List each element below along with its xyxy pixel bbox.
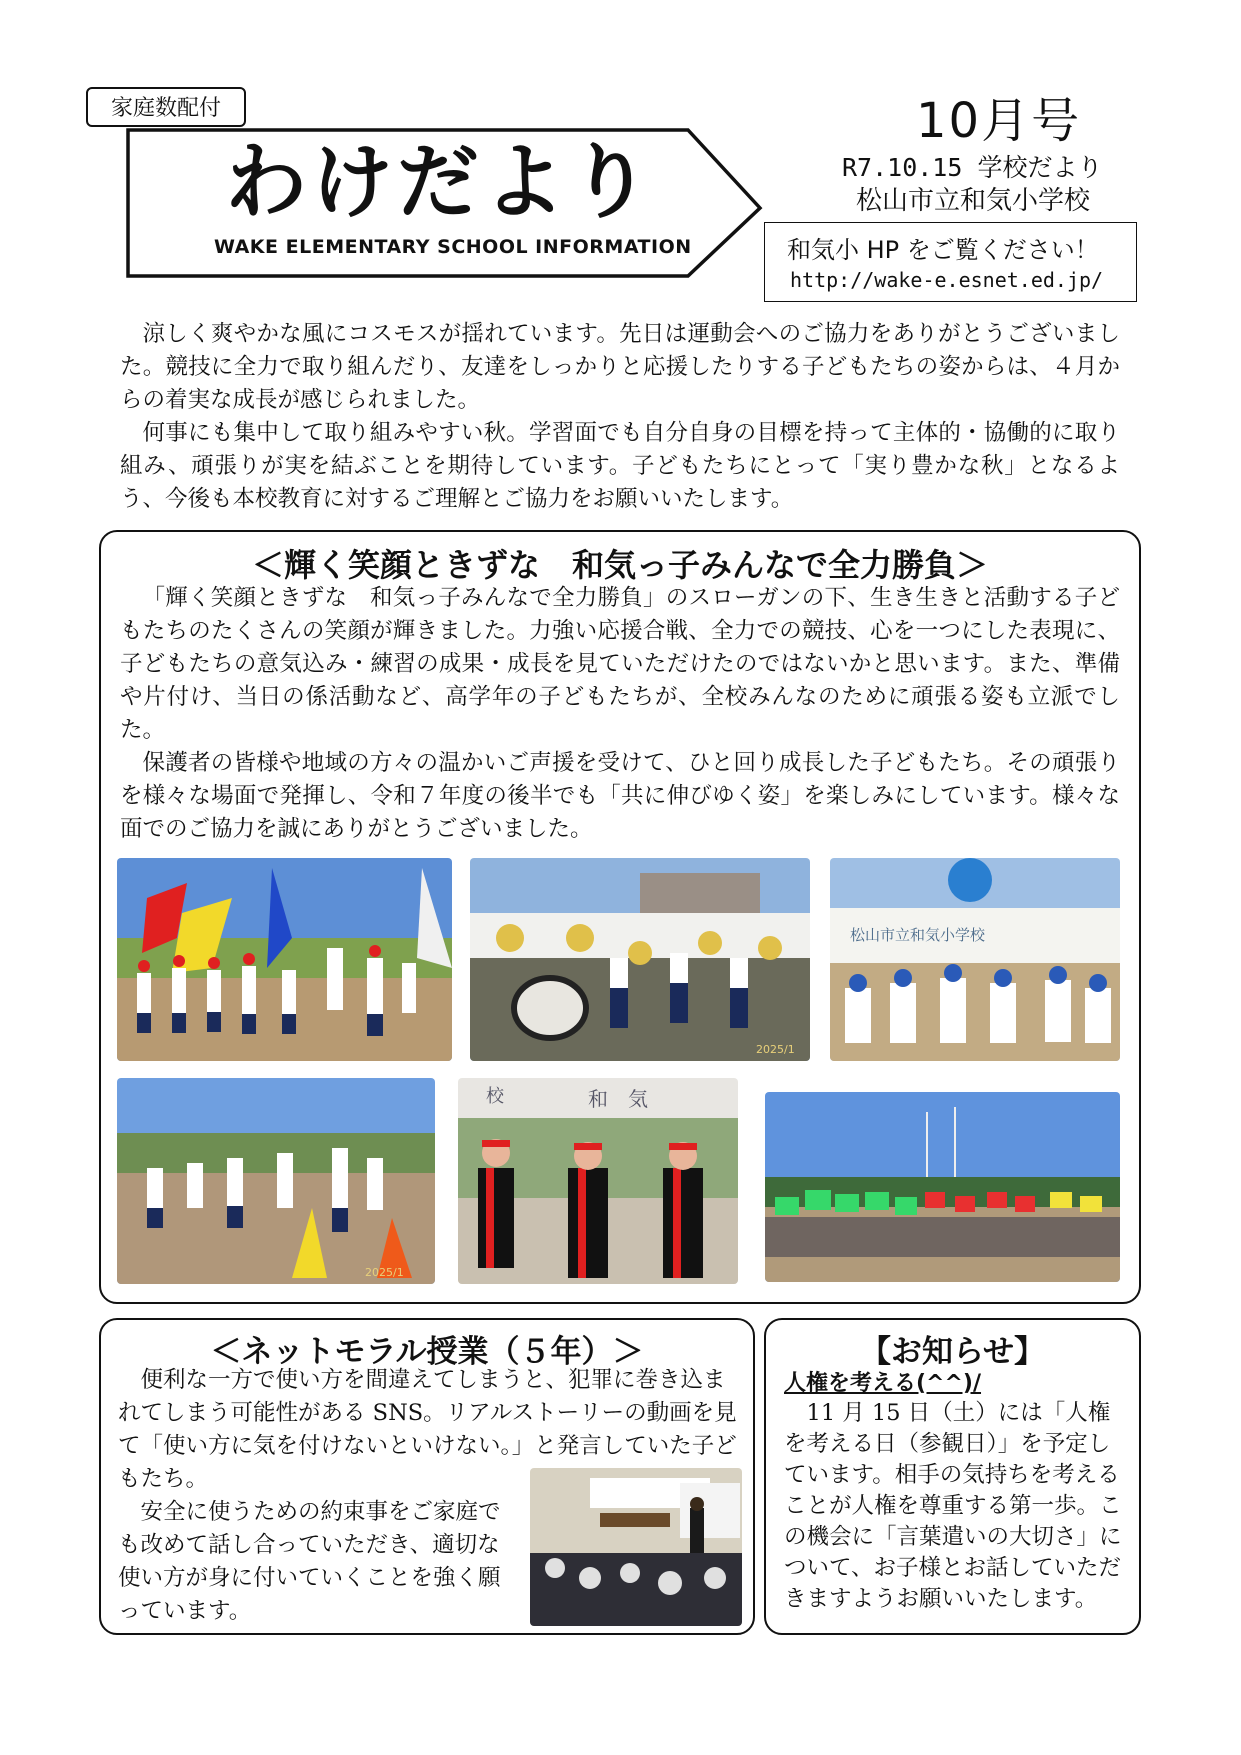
photo-cheer-drum xyxy=(470,858,810,1061)
issue-dateline: R7.10.15 学校だより xyxy=(842,153,1103,182)
photo-cheer-cones xyxy=(117,1078,435,1284)
sports-day-paragraph-2: 保護者の皆様や地域の方々の温かいご声援を受けて、ひと回り成長した子どもたち。その頑張りを様々な場面で発揮し、令和７年度の後半でも「共に伸びゆく姿」を楽しみにしています。様々な面でのご協力を誠にありがとうございました。 xyxy=(120,750,1120,842)
notice-subheading: 人権を考える(^^)/ xyxy=(784,1371,982,1396)
date-stamp-1: 2025/1 xyxy=(756,1043,795,1056)
intro-paragraph-2: 何事にも集中して取り組みやすい秋。学習面でも自分自身の目標を持って主体的・協働的に取り組み、頑張りが実を結ぶことを期待しています。子どもたちにとって「実り豊かな秋」となるよう、今後も本校教育に対するご理解とご協力をお願いいたします。 xyxy=(120,420,1120,512)
photo-school-sign xyxy=(830,858,1120,1061)
intro-paragraph-1: 涼しく爽やかな風にコスモスが揺れています。先日は運動会へのご協力をありがとうございました。競技に全力で取り組んだり、友達をしっかりと応援したりする子どもたちの姿からは、４月からの着実な成長が感じられました。 xyxy=(120,321,1120,413)
photo-dance xyxy=(458,1078,738,1284)
sports-day-heading: ＜輝く笑顔ときずな 和気っ子みんなで全力勝負＞ xyxy=(251,546,988,584)
school-name: 松山市立和気小学校 xyxy=(856,186,1091,216)
photo-cheer-flags xyxy=(117,858,452,1061)
photo-field-flags xyxy=(765,1092,1120,1282)
tent-kanji-text: 和 気 xyxy=(588,1087,648,1111)
notice-body: 11 月 15 日（土）には「人権を考える日（参観日）」を予定しています。相手の気持ちを考えることが人権を尊重する第一歩。この機会に「言葉遣いの大切さ」について、お子様とお話していただきますようお願いいたします。 xyxy=(784,1400,1122,1612)
sports-day-text xyxy=(120,582,1120,846)
sports-day-paragraph-1: 「輝く笑顔ときずな 和気っ子みんなで全力勝負」のスローガンの下、生き生きと活動する子どもたちのたくさんの笑顔が輝きました。力強い応援合戦、全力での競技、心を一つにした表現に、子どもたちの意気込み・練習の成果・成長を見ていただけたのではないかと思います。また、準備や片付け、当日の係活動など、高学年の子どもたちが、全校みんなのために頑張る姿も立派でした。 xyxy=(120,585,1120,743)
school-sign-text: 松山市立和気小学校 xyxy=(850,926,986,944)
tent-school-text: 校 xyxy=(486,1086,504,1107)
homepage-label: 和気小 HP をご覧ください！ xyxy=(787,236,1099,264)
newsletter-title: わけだより xyxy=(225,135,656,230)
photo-classroom xyxy=(530,1468,742,1626)
net-moral-heading: ＜ネットモラル授業（５年）＞ xyxy=(210,1334,644,1370)
issue-number: 10月号 xyxy=(916,93,1082,149)
date-stamp-2: 2025/1 xyxy=(365,1266,404,1279)
distribution-tag: 家庭数配付 xyxy=(86,87,246,127)
homepage-url[interactable]: http://wake-e.esnet.ed.jp/ xyxy=(790,268,1104,292)
intro-text xyxy=(120,318,1120,516)
notice-heading: 【お知らせ】 xyxy=(859,1334,1046,1370)
net-moral-paragraph-1: 便利な一方で使い方を間違えてしまうと、犯罪に巻き込まれてしまう可能性がある SNS。リアルストーリーの動画を見て「使い方に気を付けないといけない。」と発言していた子どもたち。 xyxy=(118,1367,737,1492)
newsletter-subtitle: WAKE ELEMENTARY SCHOOL INFORMATION xyxy=(214,236,692,258)
net-moral-paragraph-2: 安全に使うための約束事をご家庭でも改めて話し合っていただき、適切な使い方が身に付いていくことを強く願っています。 xyxy=(118,1499,501,1624)
